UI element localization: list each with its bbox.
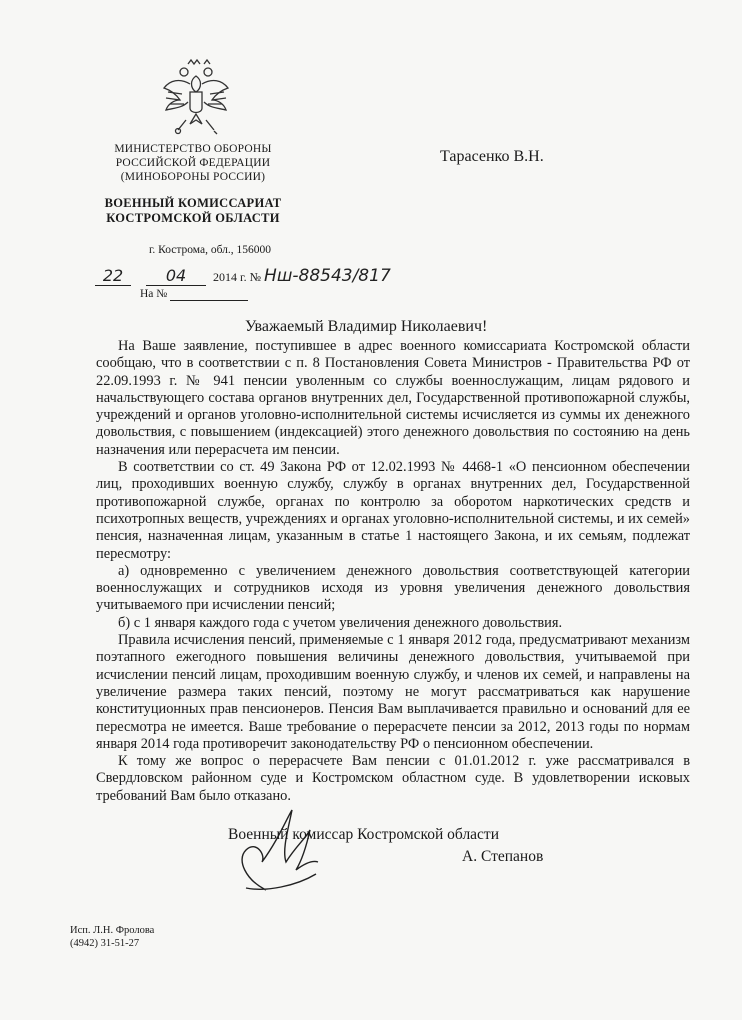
commissariat-line: ВОЕННЫЙ КОМИССАРИАТ [104,196,282,210]
ministry-line: (МИНОБОРОНЫ РОССИИ) [120,171,266,183]
ministry-line: МИНИСТЕРСТВО ОБОРОНЫ [114,143,272,155]
list-item: б) с 1 января каждого года с учетом увеличения денежного довольствия. [118,614,563,631]
recipient-name: Тарасенко В.Н. [440,148,544,165]
reference-blank [170,288,248,301]
ministry-line: РОССИЙСКОЙ ФЕДЕРАЦИИ [115,157,271,169]
paragraph: Правила исчисления пенсий, применяемые с 1 января 2012 года, предусматривают механизм поэтапного ежегодного повышения величины денежного довольствия, учитываемой при исчислении пенсий лицам, проходившим военную службу, и членов их семей, и направлены на увеличение размера таких пенсий, поэтому не могут рассматриваться как нарушение конституционных прав пенсионеров. Пенсия Вам выплачивается правильно и оснований для ее пересмотра не имеется. Ваше требование о перерасчете пенсии за 2012, 2013 годы по нормам января 2014 года противоречит законодательству РФ о пенсионном обеспечении. [96,632,690,752]
greeting: Уважаемый Владимир Николаевич! [245,318,488,335]
signatory-name: А. Степанов [462,848,544,865]
date-line [95,266,415,290]
date-month: 04 [146,266,206,286]
ministry-name [88,142,298,184]
double-headed-eagle-emblem [160,58,232,136]
document-number: Нш-88543/817 [264,266,391,286]
executor-name: Исп. Л.Н. Фролова [70,925,155,936]
list-item: а) одновременно с увеличением денежного довольствия соответствующей категории военнослужащих и сотрудников исходя из уровня увеличения денежного довольствия учитываемого при исчислении пенсий; [96,562,690,614]
executor-info [70,924,154,950]
reference-line [140,288,248,301]
date-day: 22 [95,266,131,286]
date-year: 2014 г. № [213,270,262,284]
paragraph: К тому же вопрос о перерасчете Вам пенсии с 01.01.2012 г. уже рассматривался в Свердловском районном суде и Костромском областном суде. В удовлетворении исковых требований Вам было отказано. [96,753,690,804]
handwritten-signature [226,800,336,900]
paragraph: В соответствии со ст. 49 Закона РФ от 12.02.1993 № 4468-1 «О пенсионном обеспечении лиц, проходивших военную службу, службу в органах внутренних дел, Государственной противопожарной службе, органах по контролю за оборотом наркотических средств и психотропных веществ, учреждениях и органах уголовно-исполнительной системы, и их семей» пенсия, назначенная лицам, указанным в статье 1 настоящего Закона, и их семьям, подлежат пересмотру: [96,459,690,562]
paragraph: На Ваше заявление, поступившее в адрес военного комиссариата Костромской области сообщаю, что в соответствии с п. 8 Постановления Совета Министров - Правительства РФ от 22.09.1993 г. № 941 пенсии уволенным со службы военнослужащим, лицам рядового и начальствующего состава органов внутренних дел, Государственной противопожарной службы, учреждений и органов уголовно-исполнительной системы исчисляется из суммы их денежного довольствия, с повышением (индексацией) этого денежного довольствия по состоянию на день назначения или перерасчета им пенсии. [96,338,690,458]
reference-label: На № [140,288,168,300]
commissariat-line: КОСТРОМСКОЙ ОБЛАСТИ [106,211,280,225]
signature-title: Военный комиссар Костромской области [228,826,500,843]
city-address: г. Кострома, обл., 156000 [148,244,272,256]
executor-phone: (4942) 31-51-27 [70,938,140,949]
commissariat-name [88,196,298,226]
letter-body [96,338,690,805]
